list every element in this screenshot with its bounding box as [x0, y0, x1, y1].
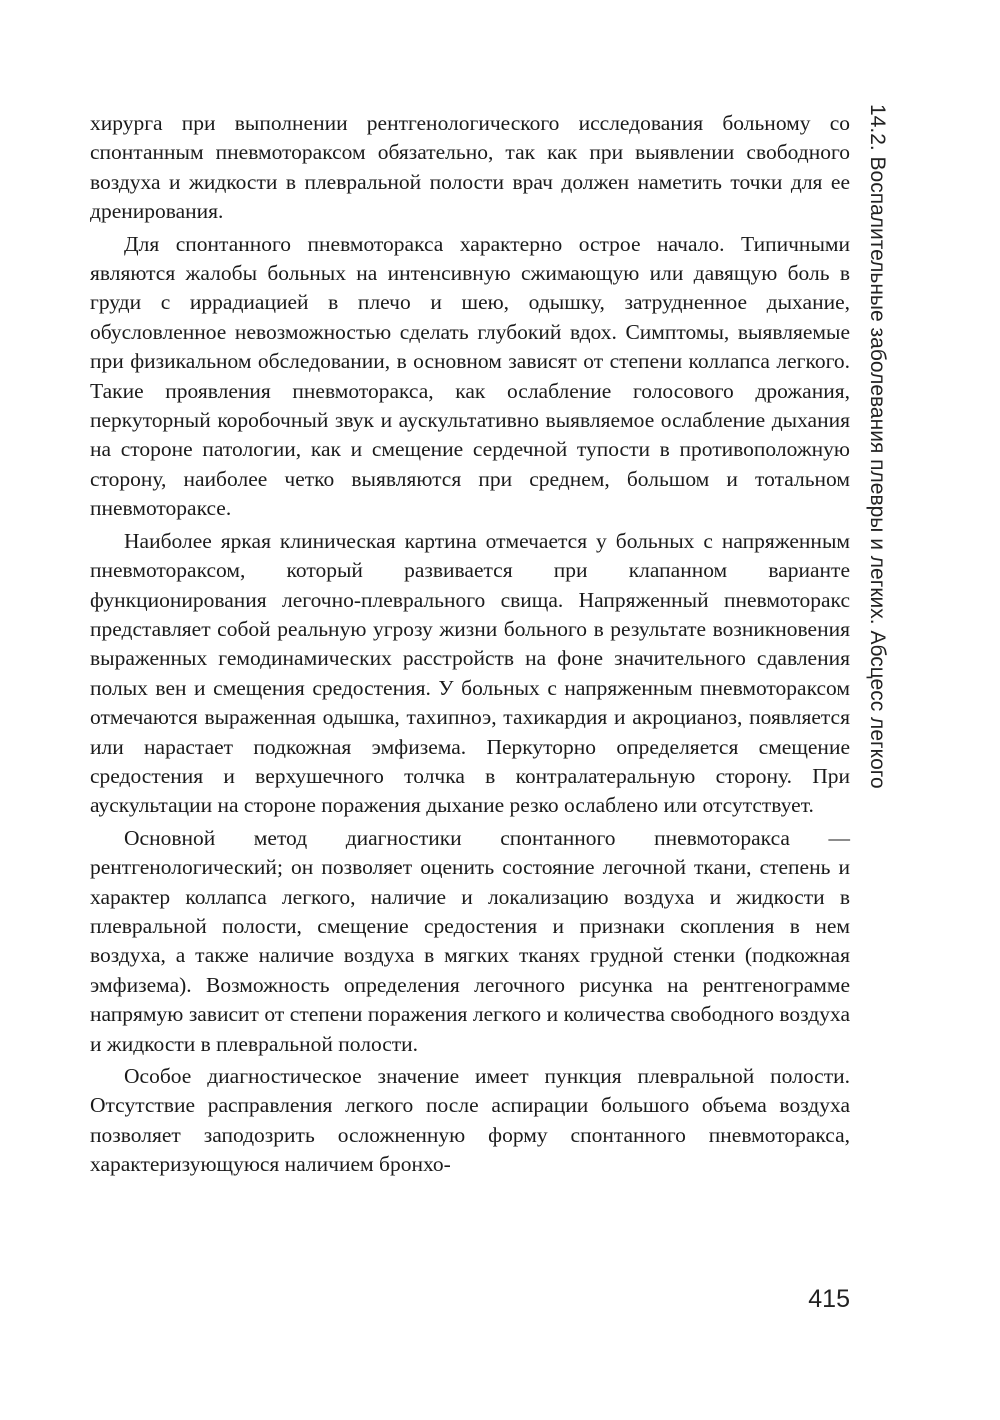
paragraph-tension-pneumothorax: Наиболее яркая клиническая картина отмечается у больных с напряженным пневмотораксом, который развивается при клапанном варианте функционирования легочно-плеврального свища. Напряженный пневмоторакс представляет собой реальную угрозу жизни больного в результате возникновения выраженных гемодинамических расстройств на фоне значительного сдавления полых вен и смещения средостения. У больных с напряженным пневмотораксом отмечаются выраженная одышка, тахипноэ, тахикардия и акроцианоз, появляется или нарастает подкожная эмфизема. Перкуторно определяется смещение средостения и верхушечного толчка в контралатеральную сторону. При аускультации на стороне поражения дыхание резко ослаблено или отсутствует. [90, 528, 850, 818]
body-text [90, 109, 850, 1183]
paragraph-radiologic-diagnosis: Основной метод диагностики спонтанного пневмоторакса — рентгенологический; он позволяет оценить состояние легочной ткани, степень и характер коллапса легкого, наличие и локализацию воздуха и жидкости в плевральной полости, смещение средостения и признаки скопления в нем воздуха, а также наличие воздуха в мягких тканях грудной стенки (подкожная эмфизема). Возможность определения легочного рисунка на рентгенограмме напрямую зависит от степени поражения легкого и количества свободного воздуха и жидкости в плевральной полости. [90, 825, 850, 1056]
running-head: 14.2. Воспалительные заболевания плевры и легких. Абсцесс легкого [866, 104, 889, 789]
paragraph-pleural-puncture: Особое диагностическое значение имеет пункция плевральной полости. Отсутствие расправления легкого после аспирации большого объема воздуха позволяет заподозрить осложненную форму спонтанного пневмоторакса, характеризующуюся наличием бронхо- [90, 1064, 850, 1177]
paragraph-continued: хирурга при выполнении рентгенологического исследования больному со спонтанным пневмотораксом обязательно, так как при выявлении свободного воздуха и жидкости в плевральной полости врач должен наметить точки для ее дренирования. [90, 111, 850, 224]
page-number: 415 [808, 1285, 850, 1313]
paragraph-spontaneous-onset: Для спонтанного пневмоторакса характерно острое начало. Типичными являются жалобы больных на интенсивную сжимающую или давящую боль в груди с иррадиацией в плечо и шею, одышку, затрудненное дыхание, обусловленное невозможностью сделать глубокий вдох. Симптомы, выявляемые при физикальном обследовании, в основном зависят от степени коллапса легкого. Такие проявления пневмоторакса, как ослабление голосового дрожания, перкуторный коробочный звук и аускультативно выявляемое ослабление дыхания на стороне патологии, как и смещение сердечной тупости в противоположную сторону, наиболее четко выявляются при среднем, большом и тотальном пневмотораксе. [90, 231, 850, 521]
